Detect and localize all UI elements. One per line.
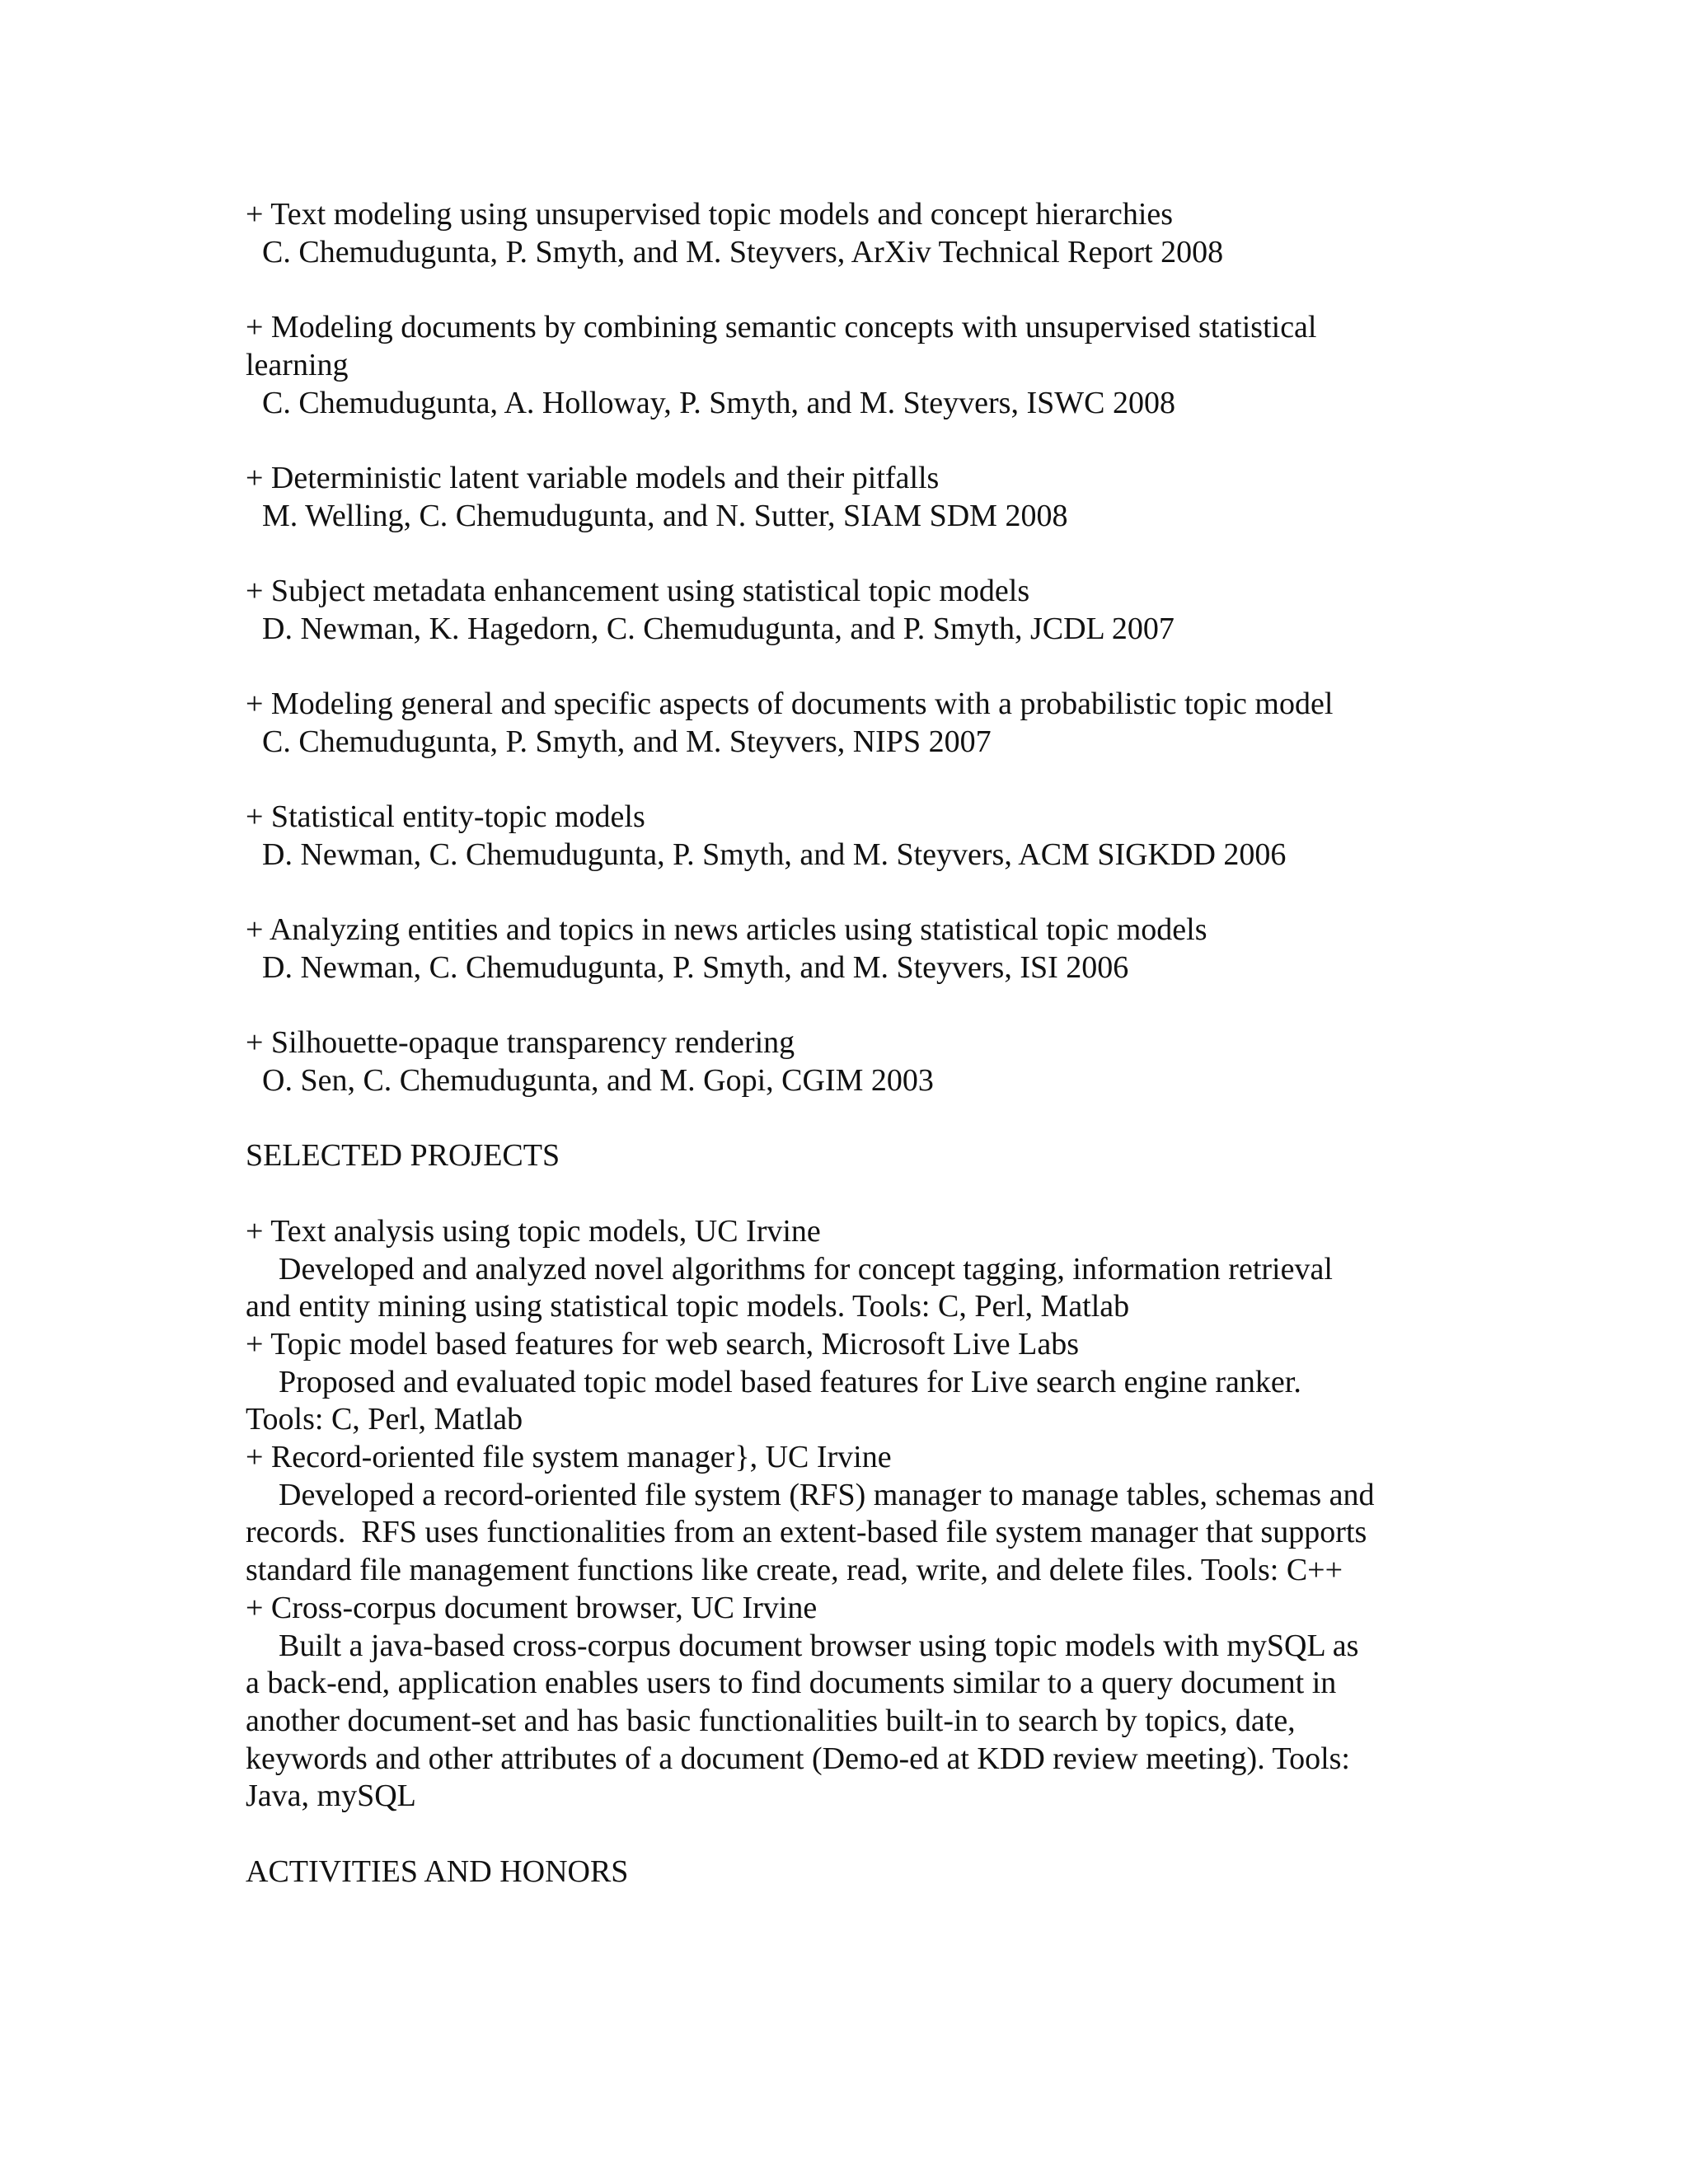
publication-title: + Subject metadata enhancement using statistical topic models — [246, 573, 1030, 608]
publication-entry — [246, 460, 1449, 535]
section-heading-projects: SELECTED PROJECTS — [246, 1138, 560, 1174]
project-description: Developed a record-oriented file system (RFS) manager to manage tables, schemas and — [279, 1477, 1375, 1512]
project-description-continued: a back-end, application enables users to find documents similar to a query document in — [246, 1666, 1337, 1701]
publication-title: + Silhouette-opaque transparency rendering — [246, 1025, 795, 1061]
publication-entry — [246, 309, 1449, 422]
publication-entry — [246, 799, 1449, 874]
publication-authors: M. Welling, C. Chemudugunta, and N. Sutter, SIAM SDM 2008 — [262, 498, 1068, 533]
publication-authors: D. Newman, C. Chemudugunta, P. Smyth, and M. Steyvers, ACM SIGKDD 2006 — [262, 837, 1287, 872]
section-heading-activities: ACTIVITIES AND HONORS — [246, 1854, 629, 1889]
project-description-continued: another document-set and has basic functionalities built-in to search by topics, date, — [246, 1703, 1296, 1738]
publication-authors: D. Newman, C. Chemudugunta, P. Smyth, and M. Steyvers, ISI 2006 — [262, 949, 1129, 985]
publication-entry — [246, 912, 1449, 987]
project-title: + Topic model based features for web search, Microsoft Live Labs — [246, 1326, 1080, 1361]
project-description-continued: Java, mySQL — [246, 1779, 416, 1814]
publication-title-continued: learning — [246, 347, 349, 382]
publication-authors: C. Chemudugunta, A. Holloway, P. Smyth, and M. Steyvers, ISWC 2008 — [262, 385, 1175, 420]
project-description-continued: Tools: C, Perl, Matlab — [246, 1402, 523, 1437]
project-entry — [246, 1213, 1449, 1326]
project-entry — [246, 1590, 1449, 1816]
publication-title: + Modeling general and specific aspects of documents with a probabilistic topic model — [246, 687, 1334, 722]
project-description: Developed and analyzed novel algorithms for concept tagging, information retrieval — [279, 1251, 1333, 1286]
project-description: Proposed and evaluated topic model based features for Live search engine ranker. — [279, 1364, 1301, 1399]
publication-entry — [246, 686, 1449, 761]
publication-authors: C. Chemudugunta, P. Smyth, and M. Steyvers, ArXiv Technical Report 2008 — [262, 234, 1224, 269]
publication-title: + Analyzing entities and topics in news articles using statistical topic models — [246, 912, 1207, 948]
project-title: + Record-oriented file system manager}, UC Irvine — [246, 1440, 892, 1475]
publication-title: + Statistical entity-topic models — [246, 799, 645, 835]
project-description-continued: and entity mining using statistical topic models. Tools: C, Perl, Matlab — [246, 1289, 1130, 1324]
publication-authors: O. Sen, C. Chemudugunta, and M. Gopi, CGIM 2003 — [262, 1063, 934, 1099]
project-description-continued: keywords and other attributes of a document (Demo-ed at KDD review meeting). Tools: — [246, 1741, 1350, 1776]
publication-title: + Modeling documents by combining semantic concepts with unsupervised statistical — [246, 310, 1317, 345]
project-entry — [246, 1439, 1449, 1590]
resume-page — [246, 196, 1449, 1891]
project-description-continued: standard file management functions like create, read, write, and delete files. Tools: C++ — [246, 1553, 1343, 1588]
publication-authors: C. Chemudugunta, P. Smyth, and M. Steyvers, NIPS 2007 — [262, 724, 992, 759]
publication-title: + Deterministic latent variable models and their pitfalls — [246, 460, 940, 495]
project-title: + Text analysis using topic models, UC Irvine — [246, 1213, 821, 1249]
publication-title: + Text modeling using unsupervised topic models and concept hierarchies — [246, 197, 1174, 232]
project-description: Built a java-based cross-corpus document browser using topic models with mySQL as — [279, 1628, 1359, 1663]
publication-entry — [246, 1024, 1449, 1099]
publication-entry — [246, 196, 1449, 271]
project-description-continued: records. RFS uses functionalities from an extent-based file system manager that supports — [246, 1515, 1367, 1550]
publication-authors: D. Newman, K. Hagedorn, C. Chemudugunta, and P. Smyth, JCDL 2007 — [262, 611, 1175, 646]
project-title: + Cross-corpus document browser, UC Irvine — [246, 1590, 818, 1625]
publication-entry — [246, 573, 1449, 648]
project-entry — [246, 1326, 1449, 1439]
